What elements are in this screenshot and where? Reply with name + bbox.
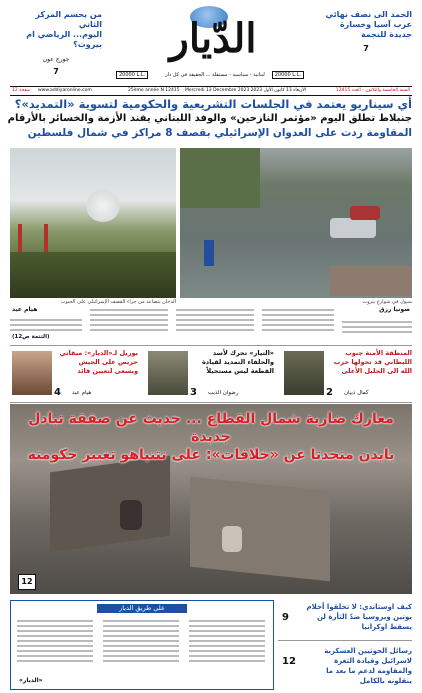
feature-photo: [12, 351, 52, 395]
date-strip: [10, 86, 412, 96]
date-line: Mercredi 13 Decembre 2023 الأربعاء 13 كانون الأول 2023: [185, 88, 307, 93]
editorial-col-3: [189, 617, 265, 665]
side-story-2-page: 12: [282, 656, 296, 667]
author-right: صونيا رزق: [379, 306, 410, 313]
website: www.addiyaronline.com: [38, 88, 92, 93]
right-teaser-title1: الحمد الى نصف نهائي: [325, 10, 412, 19]
feature-item[interactable]: [282, 349, 412, 399]
photo-smoke: [10, 148, 176, 298]
side-story-1-title: كيف اوستاندي: لا تخلقوا أحلام يوتين ويروسيا ضدّ الثأرة لن يسقط اوكرانيا: [306, 603, 412, 631]
feature-strip: [10, 345, 412, 403]
gaza-page-box: 12: [18, 574, 36, 590]
editorial-box[interactable]: [10, 600, 274, 690]
feature-author: هيام عيد: [72, 390, 92, 396]
left-teaser-title1: من يحسم المركز الثاني: [35, 10, 102, 29]
feature-item[interactable]: [146, 349, 274, 399]
headline-block: [7, 97, 412, 140]
headline-3[interactable]: المقاومة ردت على العدوان الإسرائيلي بقصف 8 مراكز في شمال فلسطين: [27, 127, 412, 139]
headline-1[interactable]: أي سيناريو يعتمد في الجلسات التشريعية والحكومية لتسوية «التمديد»؟: [14, 97, 412, 111]
column-5: [342, 318, 412, 336]
left-teaser[interactable]: [10, 10, 102, 76]
continued-note: (التتمة ص12): [12, 334, 50, 340]
column-1: [10, 316, 82, 334]
editorial-col-2: [103, 617, 179, 665]
price-box-left: 20000 L.L.: [116, 71, 148, 79]
feature-title: بوريل لـ«الديار»: ميقاتي حريص على الجيش ويسعى لتعيين قائد: [59, 349, 138, 375]
editorial-title: على طريق الديار: [97, 604, 187, 613]
feature-author: كمال ذبيان: [344, 390, 369, 396]
left-teaser-title2: اليوم... الرياضي ام بيروت؟: [26, 30, 102, 49]
side-story-1[interactable]: [278, 600, 412, 641]
feature-author: رضوان الذيب: [208, 390, 239, 396]
logo-text: الدّيار: [169, 15, 257, 62]
pages-count: 12 صفحة: [12, 88, 31, 93]
right-teaser-title2: عرب آسيا وخسارة: [339, 20, 412, 29]
logo: [118, 8, 308, 64]
column-4: [262, 306, 334, 334]
feature-item[interactable]: [10, 349, 138, 399]
feature-title: المنطقة الأمنة جنوب الليطاني قد تحولها حرب الله الى الجليل الأعلى: [333, 349, 412, 375]
photo-flood: [180, 148, 412, 298]
price-box-right: 20000 L.L.: [272, 71, 304, 79]
year-line: السنة الخامسة والثلاثون - العدد 12415: [335, 88, 410, 93]
feature-page: 3: [190, 387, 197, 398]
right-teaser[interactable]: [320, 10, 412, 53]
editorial-sign: «الديار»: [19, 677, 43, 684]
feature-page: 4: [54, 387, 61, 398]
feature-photo: [284, 351, 324, 395]
tagline: لبنانية - سياسية - مستقلة ... الحقيقة في كل دار: [165, 72, 265, 78]
side-story-1-page: 9: [282, 612, 289, 623]
author-left: هيام عيد: [12, 306, 38, 313]
text-columns: [10, 306, 412, 342]
headline-2[interactable]: جنبلاط تطلق اليوم «مؤتمر النازحين» والوفد اللبناني يفند الأزمة والخسائر بالأرقام: [7, 113, 412, 124]
gaza-headline: [10, 410, 412, 464]
column-3: [176, 306, 254, 334]
right-teaser-page: 7: [363, 44, 369, 53]
side-story-2[interactable]: [278, 644, 412, 688]
right-teaser-title3: جديدة للنجمة: [360, 30, 412, 39]
editorial-col-1: [17, 617, 93, 665]
left-teaser-page: 7: [53, 67, 59, 76]
masthead: [10, 8, 412, 83]
left-teaser-author: جورج عون: [42, 56, 70, 63]
gaza-line-1[interactable]: معارك ضارية شمال القطاع ... حديث عن صفقة تبادل جديدة: [28, 411, 394, 445]
gaza-line-2[interactable]: بايدن متحدثا عن «خلافات»: على نتنياهو تغيير حكومته: [27, 447, 395, 463]
side-story-2-title: رسائل الحوثيين العسكرية لاسرائيل وقيادة الثغرة والمقاومة لدعم ما بعد ما ينقلونه بالكامل: [324, 647, 412, 685]
feature-photo: [148, 351, 188, 395]
photo-caption-left: الدخان يتصاعد من جراء القصف الإسرائيلي على الجنوب: [60, 299, 176, 305]
column-2: [90, 306, 168, 334]
feature-title: «التيار» تحرك لأسد والحلفاء التمديد لقيادة القطعة ليس مستحيلاً: [201, 349, 274, 375]
photo-caption-right: سيول في شوارع بيروت: [362, 299, 412, 305]
feature-page: 2: [326, 387, 333, 398]
issue-number: 25ème année N 12415: [128, 88, 180, 93]
